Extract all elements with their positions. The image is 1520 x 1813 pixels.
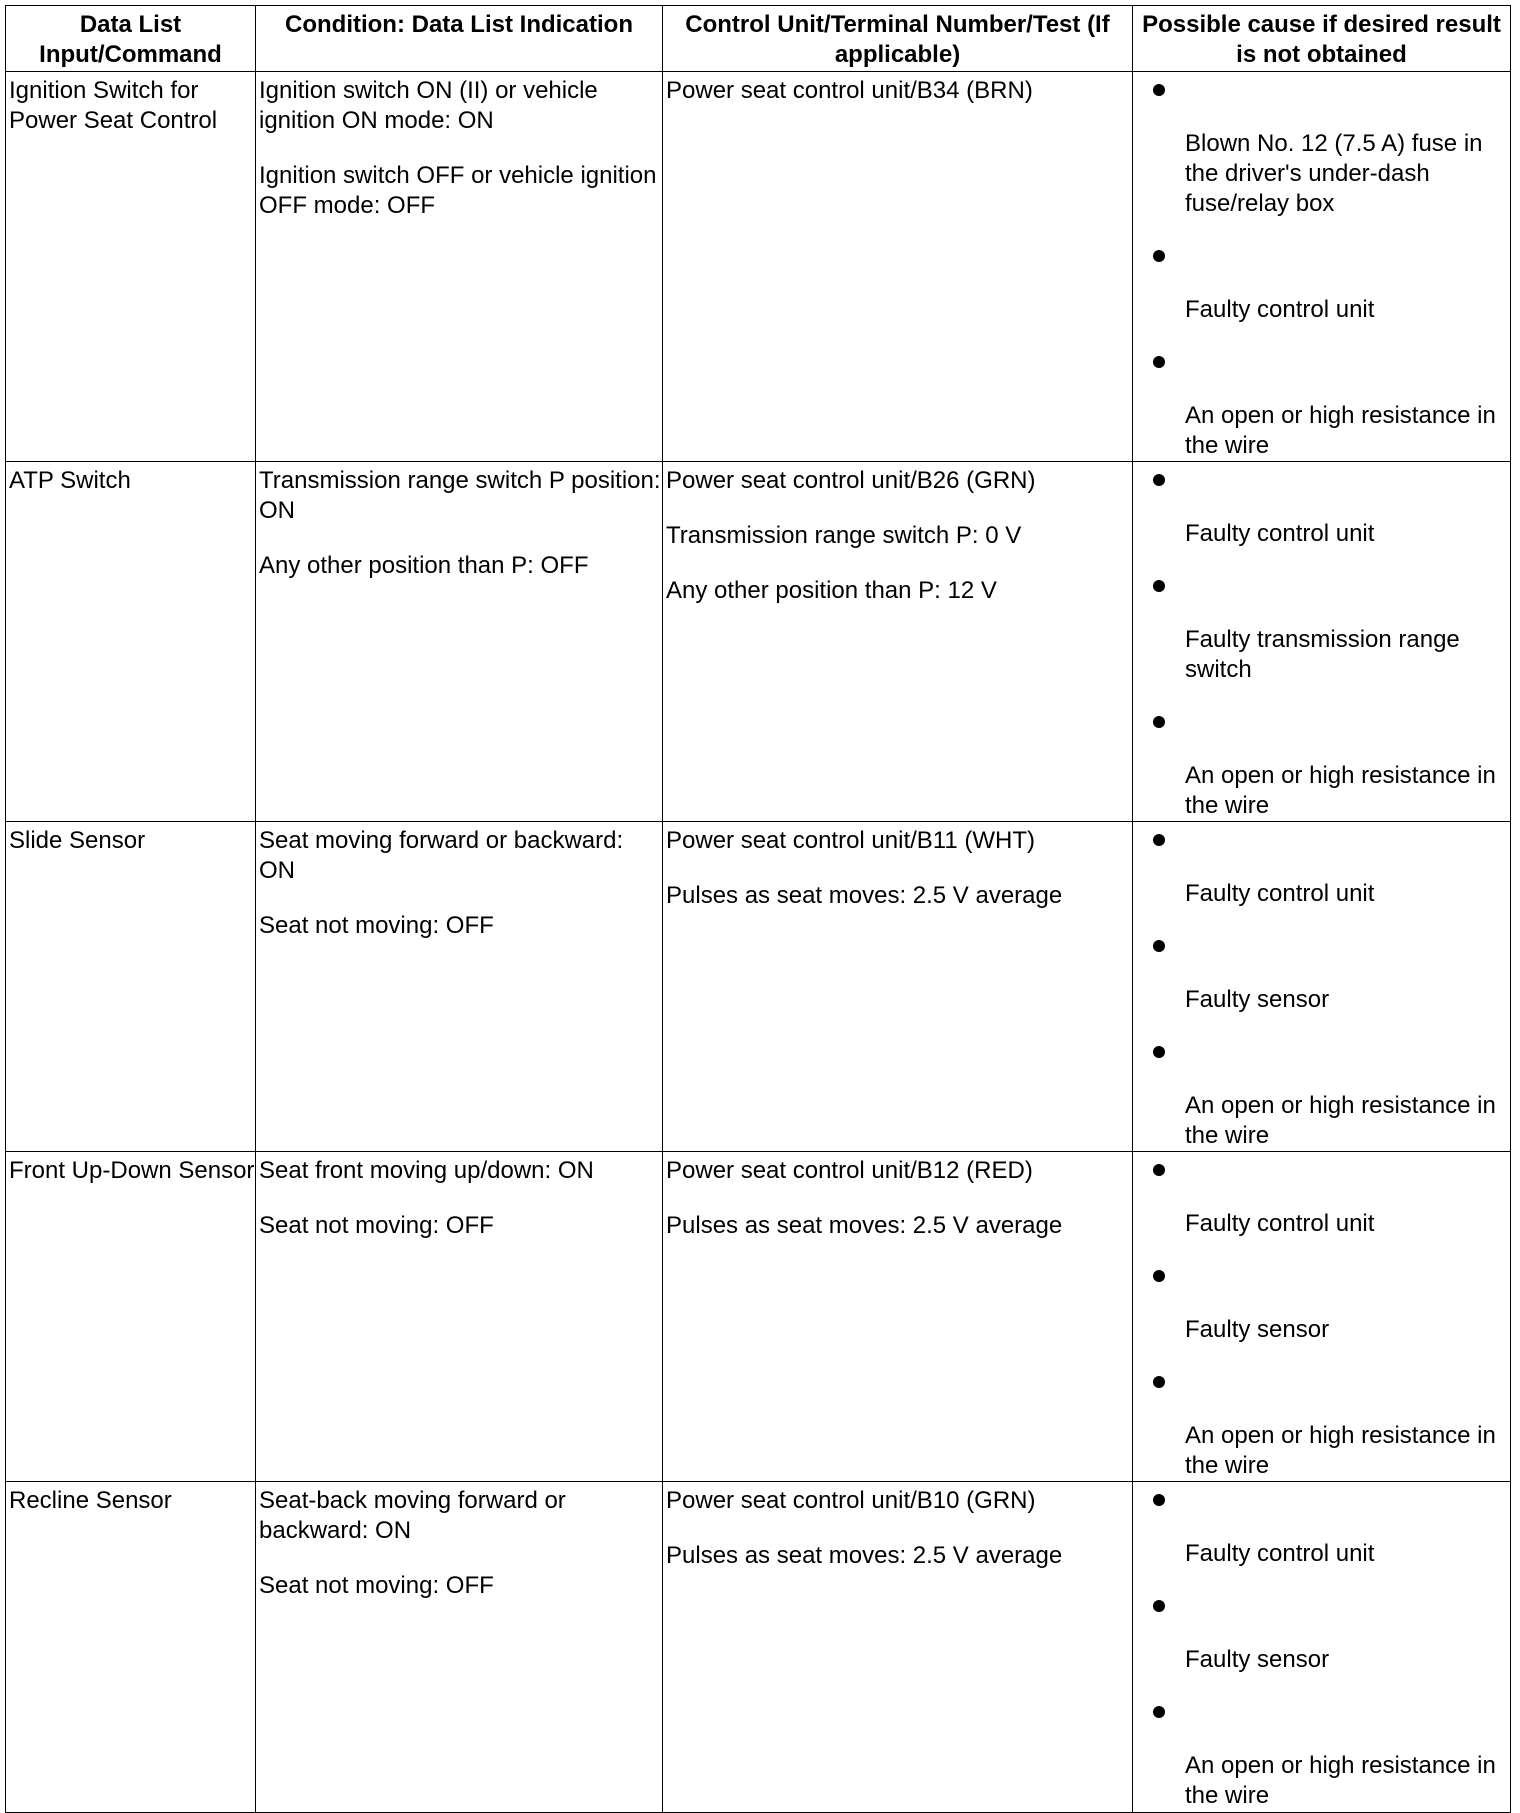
bullet-icon (1153, 1270, 1165, 1282)
input-label: Slide Sensor (9, 827, 146, 854)
condition-text: Seat not moving: OFF (259, 1212, 494, 1239)
cause-text: An open or high resistance in the wire (1185, 402, 1496, 459)
control-text: Any other position than P: 12 V (666, 577, 997, 604)
cell-causes (1133, 462, 1511, 822)
condition-text: Ignition switch ON (II) or vehicle ignition ON mode: ON (259, 77, 598, 134)
cell-condition (256, 1482, 663, 1813)
table-row (6, 822, 1511, 1152)
control-text: Pulses as seat moves: 2.5 V average (666, 882, 1063, 909)
bullet-icon (1153, 1046, 1165, 1058)
header-possible-cause: Possible cause if desired result is not obtained (1133, 6, 1511, 72)
cause-item (1136, 708, 1510, 821)
condition-text: Seat front moving up/down: ON (259, 1157, 594, 1184)
cause-item (1136, 1698, 1510, 1811)
cause-text: Faulty control unit (1185, 880, 1375, 907)
cell-causes (1133, 72, 1511, 462)
cause-item (1136, 1156, 1510, 1239)
bullet-icon (1153, 580, 1165, 592)
header-input-command: Data List Input/Command (6, 6, 256, 72)
cause-text: An open or high resistance in the wire (1185, 1752, 1496, 1809)
control-text: Power seat control unit/B10 (GRN) (666, 1487, 1036, 1514)
control-text: Power seat control unit/B11 (WHT) (666, 827, 1036, 854)
bullet-icon (1153, 84, 1165, 96)
table-row (6, 72, 1511, 462)
cause-item (1136, 932, 1510, 1015)
condition-text: Seat not moving: OFF (259, 912, 494, 939)
cause-item (1136, 1486, 1510, 1569)
table-header-row (6, 6, 1511, 72)
cell-condition (256, 822, 663, 1152)
condition-text: Seat-back moving forward or backward: ON (259, 1487, 566, 1544)
condition-text: Any other position than P: OFF (259, 552, 589, 579)
cause-text: Faulty control unit (1185, 1540, 1375, 1567)
cell-condition (256, 462, 663, 822)
input-label: Ignition Switch for Power Seat Control (9, 77, 218, 134)
cause-text: Faulty sensor (1185, 986, 1330, 1013)
cell-input (6, 72, 256, 462)
control-text: Power seat control unit/B34 (BRN) (666, 77, 1033, 104)
cell-condition (256, 72, 663, 462)
cause-text: Blown No. 12 (7.5 A) fuse in the driver's under-dash fuse/relay box (1185, 130, 1483, 217)
bullet-icon (1153, 716, 1165, 728)
cause-item (1136, 348, 1510, 461)
table-row (6, 462, 1511, 822)
cause-item (1136, 1038, 1510, 1151)
bullet-icon (1153, 1376, 1165, 1388)
bullet-icon (1153, 1494, 1165, 1506)
cause-text: Faulty control unit (1185, 296, 1375, 323)
input-label: Front Up-Down Sensor (9, 1157, 255, 1184)
condition-text: Seat not moving: OFF (259, 1572, 494, 1599)
cell-causes (1133, 1152, 1511, 1482)
bullet-icon (1153, 1706, 1165, 1718)
cause-text: Faulty sensor (1185, 1646, 1330, 1673)
control-text: Pulses as seat moves: 2.5 V average (666, 1542, 1063, 1569)
bullet-icon (1153, 250, 1165, 262)
bullet-icon (1153, 940, 1165, 952)
header-control-unit: Control Unit/Terminal Number/Test (If applicable) (663, 6, 1133, 72)
cause-item (1136, 1592, 1510, 1675)
cause-text: An open or high resistance in the wire (1185, 1422, 1496, 1479)
cell-control (663, 462, 1133, 822)
bullet-icon (1153, 474, 1165, 486)
cause-text: An open or high resistance in the wire (1185, 1092, 1496, 1149)
cause-item (1136, 1262, 1510, 1345)
table-row (6, 1482, 1511, 1813)
cell-input (6, 462, 256, 822)
cell-input (6, 822, 256, 1152)
condition-text: Ignition switch OFF or vehicle ignition OFF mode: OFF (259, 162, 657, 219)
bullet-icon (1153, 356, 1165, 368)
cause-item (1136, 466, 1510, 549)
cell-causes (1133, 822, 1511, 1152)
cause-text: Faulty control unit (1185, 520, 1375, 547)
cause-text: Faulty sensor (1185, 1316, 1330, 1343)
cell-control (663, 72, 1133, 462)
cell-control (663, 822, 1133, 1152)
condition-text: Transmission range switch P position: ON (259, 467, 661, 524)
cause-item (1136, 76, 1510, 219)
cell-condition (256, 1152, 663, 1482)
cell-input (6, 1152, 256, 1482)
cell-control (663, 1482, 1133, 1813)
cell-causes (1133, 1482, 1511, 1813)
cause-text: Faulty transmission range switch (1185, 626, 1460, 683)
cause-item (1136, 1368, 1510, 1481)
bullet-icon (1153, 1600, 1165, 1612)
bullet-icon (1153, 834, 1165, 846)
header-condition: Condition: Data List Indication (256, 6, 663, 72)
cause-text: Faulty control unit (1185, 1210, 1375, 1237)
data-list-table-wrapper (5, 5, 1510, 1809)
data-list-table (5, 5, 1511, 1813)
cause-item (1136, 242, 1510, 325)
table-row (6, 1152, 1511, 1482)
cause-text: An open or high resistance in the wire (1185, 762, 1496, 819)
control-text: Power seat control unit/B12 (RED) (666, 1157, 1033, 1184)
bullet-icon (1153, 1164, 1165, 1176)
input-label: Recline Sensor (9, 1487, 172, 1514)
input-label: ATP Switch (9, 467, 131, 494)
control-text: Power seat control unit/B26 (GRN) (666, 467, 1036, 494)
control-text: Pulses as seat moves: 2.5 V average (666, 1212, 1063, 1239)
condition-text: Seat moving forward or backward: ON (259, 827, 624, 884)
cause-item (1136, 826, 1510, 909)
control-text: Transmission range switch P: 0 V (666, 522, 1022, 549)
cell-control (663, 1152, 1133, 1482)
cell-input (6, 1482, 256, 1813)
cause-item (1136, 572, 1510, 685)
